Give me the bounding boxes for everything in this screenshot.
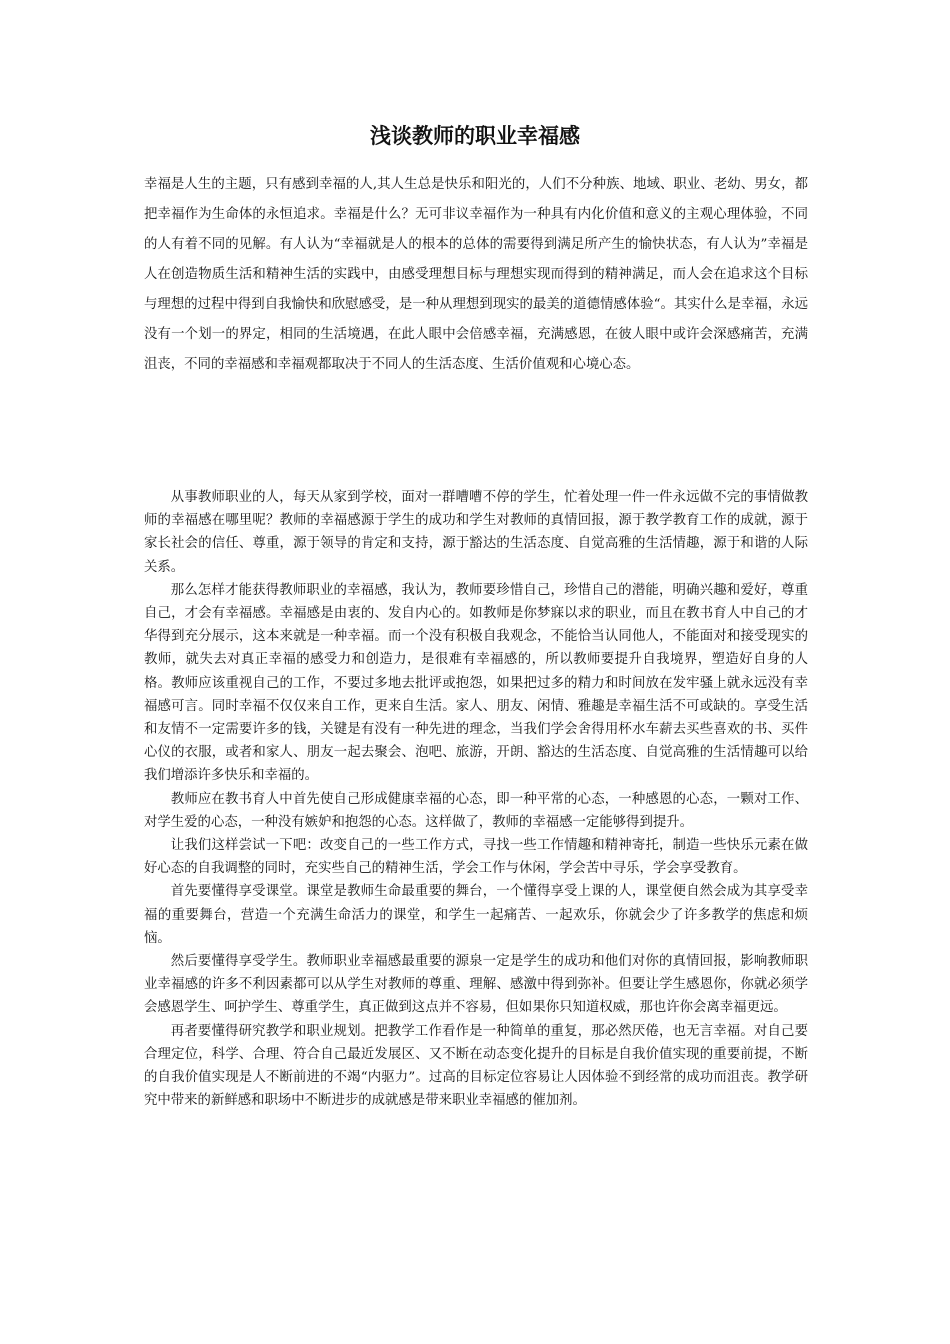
body-paragraph: 再者要懂得研究教学和职业规划。把教学工作看作是一种简单的重复，那必然厌倦，也无言幸福。对自己要合理定位，科学、合理、符合自己最近发展区、又不断在动态变化提升的目标是自我价值实现的重要前提，不断的自我价值实现是人不断前进的不竭“内驱力”。过高的目标定位容易让人因体验不到经常的成功而沮丧。教学研究中带来的新鲜感和职场中不断进步的成就感是带来职业幸福感的催加剂。 — [144, 1023, 808, 1109]
intro-paragraph: 幸福是人生的主题，只有感到幸福的人,其人生总是快乐和阳光的，人们不分种族、地域、职业、老幼、男女，都把幸福作为生命体的永恒追求。幸福是什么？无可非议幸福作为一种具有内化价值和意义的主观心理体验，不同的人有着不同的见解。有人认为“幸福就是人的根本的总体的需要得到满足所产生的愉快状态，有人认为”幸福是人在创造物质生活和精神生活的实践中，由感受理想目标与理想实现而得到的精神满足，而人会在追求这个目标与理想的过程中得到自我愉快和欣慰感受，是一种从理想到现实的最美的道德情感体验“。其实什么是幸福，永远没有一个划一的界定，相同的生活境遇，在此人眼中会倍感幸福，充满感恩，在彼人眼中或许会深感痛苦，充满沮丧，不同的幸福感和幸福观都取决于不同人的生活态度、生活价值观和心境心态。 — [144, 177, 808, 372]
body-paragraph: 从事教师职业的人，每天从家到学校，面对一群嘈嘈不停的学生，忙着处理一件一件永远做不完的事情做教师的幸福感在哪里呢？教师的幸福感源于学生的成功和学生对教师的真情回报，源于教学教育工作的成就，源于家长社会的信任、尊重，源于领导的肯定和支持，源于豁达的生活态度、自觉高雅的生活情趣，源于和谐的人际关系。 — [144, 490, 808, 575]
document-title: 浅谈教师的职业幸福感 — [370, 124, 580, 148]
body-paragraph: 那么怎样才能获得教师职业的幸福感，我认为，教师要珍惜自己，珍惜自己的潜能，明确兴趣和爱好，尊重自己，才会有幸福感。幸福感是由衷的、发自内心的。如教师是你梦寐以求的职业，而且在教书育人中自己的才华得到充分展示，这本来就是一种幸福。而一个没有积极自我观念，不能恰当认同他人，不能面对和接受现实的教师，就失去对真正幸福的感受力和创造力，是很难有幸福感的，所以教师要提升自我境界，塑造好自身的人格。教师应该重视自己的工作，不要过多地去批评或抱怨，如果把过多的精力和时间放在发牢骚上就永远没有幸福感可言。同时幸福不仅仅来自工作，更来自生活。家人、朋友、闲情、雅趣是幸福生活不可或缺的。享受生活和友情不一定需要许多的钱，关键是有没有一种先进的理念，当我们学会舍得用杯水车薪去买些喜欢的书、买件心仪的衣服，或者和家人、朋友一起去聚会、泡吧、旅游，开朗、豁达的生活态度、自觉高雅的生活情趣可以给我们增添许多快乐和幸福的。 — [144, 582, 808, 784]
body-paragraph: 教师应在教书育人中首先使自己形成健康幸福的心态，即一种平常的心态，一种感恩的心态，一颗对工作、对学生爱的心态，一种没有嫉妒和抱怨的心态。这样做了，教师的幸福感一定能够得到提升。 — [144, 791, 808, 830]
body-paragraph: 然后要懂得享受学生。教师职业幸福感最重要的源泉一定是学生的成功和他们对你的真情回报，影响教师职业幸福感的许多不利因素都可以从学生对教师的尊重、理解、感激中得到弥补。但要让学生感恩你，你就必须学会感恩学生、呵护学生、尊重学生，真正做到这点并不容易，但如果你只知道权威，那也许你会离幸福更远。 — [144, 954, 808, 1016]
body-text — [144, 486, 808, 1112]
body-paragraph: 首先要懂得享受课堂。课堂是教师生命最重要的舞台，一个懂得享受上课的人，课堂便自然会成为其享受幸福的重要舞台，营造一个充满生命活力的课堂，和学生一起痛苦、一起欢乐，你就会少了许多教学的焦虑和烦恼。 — [144, 884, 808, 946]
body-paragraph: 让我们这样尝试一下吧：改变自己的一些工作方式，寻找一些工作情趣和精神寄托，制造一些快乐元素在做好心态的自我调整的同时，充实些自己的精神生活，学会工作与休闲，学会苦中寻乐，学会享受教育。 — [144, 838, 808, 877]
